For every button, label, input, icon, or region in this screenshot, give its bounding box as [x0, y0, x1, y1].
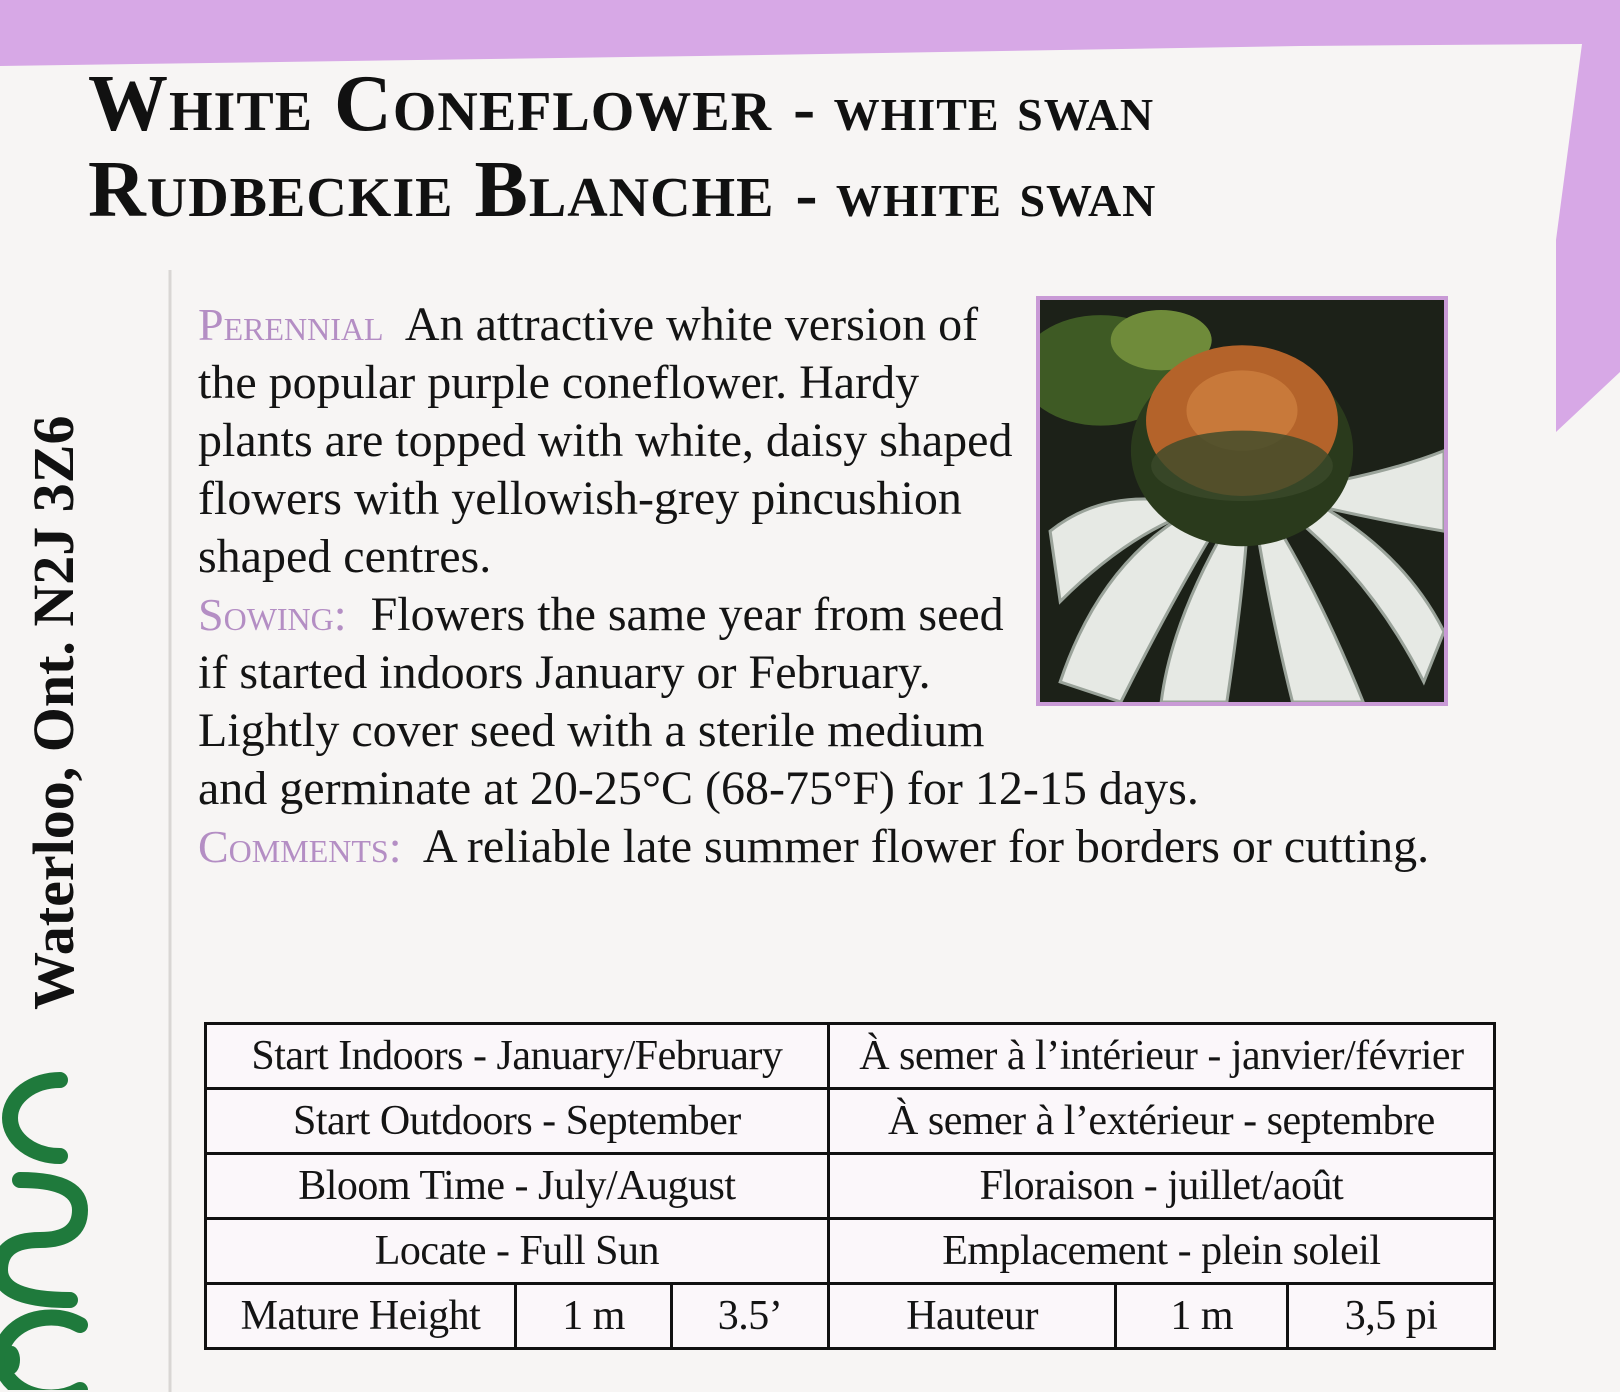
table-cell-fr: Floraison - juillet/août [828, 1154, 1494, 1219]
osc-logo [0, 1070, 100, 1390]
perennial-label: Perennial [198, 299, 384, 350]
address-vertical: Waterloo, Ont. N2J 3Z6 [21, 415, 86, 1010]
table-row [206, 1154, 1495, 1219]
table-cell-en: Start Outdoors - September [206, 1089, 829, 1154]
height-imperial-en: 3.5’ [672, 1284, 828, 1349]
table-cell-fr: À semer à l’extérieur - septembre [828, 1089, 1494, 1154]
title-english [88, 60, 1155, 148]
comments-label: Comments: [198, 821, 402, 872]
title-french-main: Rudbeckie Blanche [88, 146, 775, 234]
table-cell-fr: Emplacement - plein soleil [828, 1219, 1494, 1284]
flower-photo [1036, 296, 1448, 706]
table-row [206, 1219, 1495, 1284]
title-english-variety: - white swan [793, 72, 1155, 145]
comments-text: A reliable late summer flower for borders or cutting. [422, 820, 1430, 873]
height-metric-en: 1 m [515, 1284, 671, 1349]
table-row-height [206, 1284, 1495, 1349]
title-english-main: White Coneflower [88, 60, 773, 148]
title-french [88, 146, 1157, 234]
height-label-en: Mature Height [206, 1284, 516, 1349]
height-imperial-fr: 3,5 pi [1288, 1284, 1495, 1349]
description-block [198, 296, 1448, 876]
growing-info-table [204, 1022, 1496, 1350]
title-french-variety: - white swan [795, 158, 1157, 231]
height-metric-fr: 1 m [1116, 1284, 1288, 1349]
coneflower-image [1040, 300, 1444, 702]
height-label-fr: Hauteur [828, 1284, 1116, 1349]
table-cell-en: Locate - Full Sun [206, 1219, 829, 1284]
table-cell-en: Bloom Time - July/August [206, 1154, 829, 1219]
table-row [206, 1089, 1495, 1154]
perennial-text: An attractive white version of the popular purple coneflower. Hardy plants are topped with white, daisy shaped flowers with yellowish-grey pincushion shaped centres. [198, 298, 1013, 583]
sowing-text: Flowers the same year from seed if started indoors January or February. Lightly cover seed with a sterile medium and germinate at 20-25°C (68-75°F) for 12-15 days. [198, 588, 1199, 815]
sowing-label: Sowing: [198, 589, 347, 640]
table-row [206, 1024, 1495, 1089]
table-cell-en: Start Indoors - January/February [206, 1024, 829, 1089]
table-cell-fr: À semer à l’intérieur - janvier/février [828, 1024, 1494, 1089]
